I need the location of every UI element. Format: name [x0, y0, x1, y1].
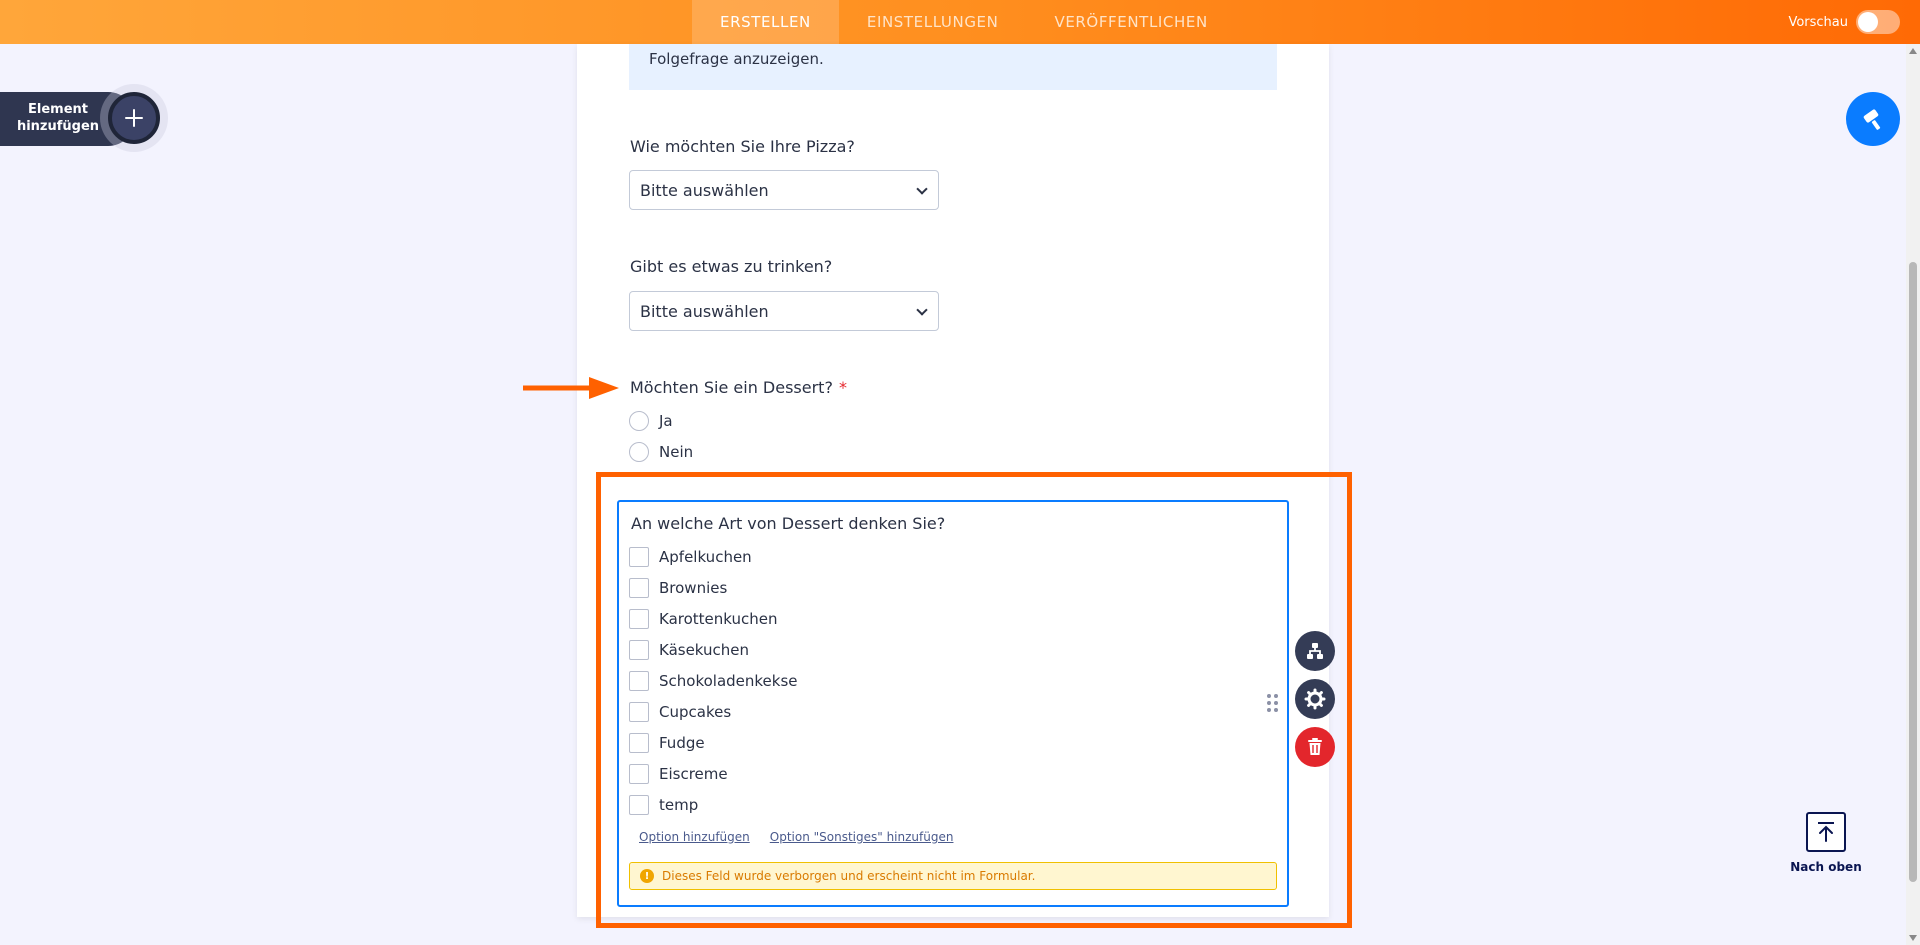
- back-to-top-label: Nach oben: [1790, 860, 1862, 874]
- checkbox-label: temp: [659, 796, 699, 814]
- add-other-option-link[interactable]: Option "Sonstiges" hinzufügen: [769, 830, 954, 844]
- trash-icon: [1306, 737, 1324, 757]
- radio-label: Ja: [659, 412, 673, 430]
- tab-erstellen[interactable]: ERSTELLEN: [692, 0, 839, 44]
- checkbox-label: Apfelkuchen: [659, 548, 752, 566]
- scroll-down-icon[interactable]: [1909, 935, 1917, 941]
- checkbox[interactable]: [629, 671, 649, 691]
- delete-button[interactable]: [1295, 727, 1335, 767]
- checkbox-label: Cupcakes: [659, 703, 732, 721]
- radio-label: Nein: [659, 443, 694, 461]
- tab-veroeffentlichen[interactable]: VERÖFFENTLICHEN: [1054, 13, 1208, 31]
- drink-question-label: Gibt es etwas zu trinken?: [630, 257, 833, 276]
- checkbox-option[interactable]: [629, 609, 778, 629]
- drag-handle-icon[interactable]: [1267, 694, 1278, 712]
- preview-label: Vorschau: [1788, 14, 1848, 30]
- chevron-down-icon: [916, 304, 927, 315]
- tab-einstellungen[interactable]: EINSTELLUNGEN: [866, 13, 999, 31]
- back-to-top-button[interactable]: [1806, 812, 1846, 852]
- dessert-type-field[interactable]: [617, 500, 1289, 907]
- checkbox-option[interactable]: [629, 578, 727, 598]
- pizza-question-label: Wie möchten Sie Ihre Pizza?: [630, 137, 855, 156]
- required-mark: *: [838, 378, 847, 397]
- gear-icon: [1304, 688, 1326, 710]
- dessert-question-text: Möchten Sie ein Dessert?: [630, 378, 833, 397]
- drink-select[interactable]: [629, 291, 939, 331]
- checkbox-option[interactable]: [629, 702, 731, 722]
- checkbox-option[interactable]: [629, 764, 728, 784]
- checkbox[interactable]: [629, 547, 649, 567]
- top-navbar: [0, 0, 1920, 44]
- toggle-knob: [1858, 12, 1878, 32]
- option-links: [639, 830, 953, 844]
- checkbox-label: Fudge: [659, 734, 705, 752]
- radio-option-ja[interactable]: [629, 411, 673, 431]
- warning-text: Dieses Feld wurde verborgen und erscheint nicht im Formular.: [662, 869, 1036, 883]
- scroll-up-icon[interactable]: [1909, 48, 1917, 54]
- warning-icon: !: [640, 869, 654, 883]
- checkbox[interactable]: [629, 702, 649, 722]
- dessert-type-question-label: An welche Art von Dessert denken Sie?: [631, 514, 946, 533]
- info-box: Folgefrage anzuzeigen.: [629, 44, 1277, 90]
- plus-icon[interactable]: [108, 92, 160, 144]
- checkbox-option[interactable]: [629, 547, 752, 567]
- hidden-field-warning: [629, 862, 1277, 890]
- add-element-label: Element hinzufügen: [16, 102, 100, 134]
- radio-option-nein[interactable]: [629, 442, 693, 462]
- checkbox-option[interactable]: [629, 795, 698, 815]
- add-option-link[interactable]: Option hinzufügen: [639, 830, 750, 844]
- dessert-question-label: [630, 378, 847, 397]
- preview-toggle[interactable]: [1856, 10, 1900, 34]
- page-scrollbar[interactable]: [1906, 44, 1920, 945]
- checkbox[interactable]: [629, 640, 649, 660]
- checkbox-option[interactable]: [629, 640, 749, 660]
- radio-button[interactable]: [629, 411, 649, 431]
- hierarchy-icon: [1305, 641, 1325, 661]
- checkbox[interactable]: [629, 733, 649, 753]
- pizza-select-value: Bitte auswählen: [640, 180, 769, 200]
- checkbox-label: Schokoladenkekse: [659, 672, 798, 690]
- chevron-down-icon: [916, 183, 927, 194]
- preview-control: [1788, 0, 1900, 44]
- orange-arrow-icon: [523, 375, 619, 401]
- arrow-up-icon: [1814, 820, 1838, 844]
- checkbox-label: Brownies: [659, 579, 728, 597]
- paint-roller-icon[interactable]: [1846, 92, 1900, 146]
- checkbox[interactable]: [629, 609, 649, 629]
- checkbox[interactable]: [629, 578, 649, 598]
- checkbox-label: Eiscreme: [659, 765, 728, 783]
- conditions-button[interactable]: [1295, 631, 1335, 671]
- checkbox-label: Käsekuchen: [659, 641, 750, 659]
- checkbox[interactable]: [629, 764, 649, 784]
- drink-select-value: Bitte auswählen: [640, 301, 769, 321]
- checkbox[interactable]: [629, 795, 649, 815]
- add-element-button[interactable]: [0, 92, 160, 146]
- checkbox-option[interactable]: [629, 671, 798, 691]
- checkbox-label: Karottenkuchen: [659, 610, 778, 628]
- radio-button[interactable]: [629, 442, 649, 462]
- settings-button[interactable]: [1295, 679, 1335, 719]
- pizza-select[interactable]: [629, 170, 939, 210]
- scroll-thumb[interactable]: [1909, 262, 1917, 882]
- nav-tabs: [692, 0, 1236, 44]
- checkbox-option[interactable]: [629, 733, 705, 753]
